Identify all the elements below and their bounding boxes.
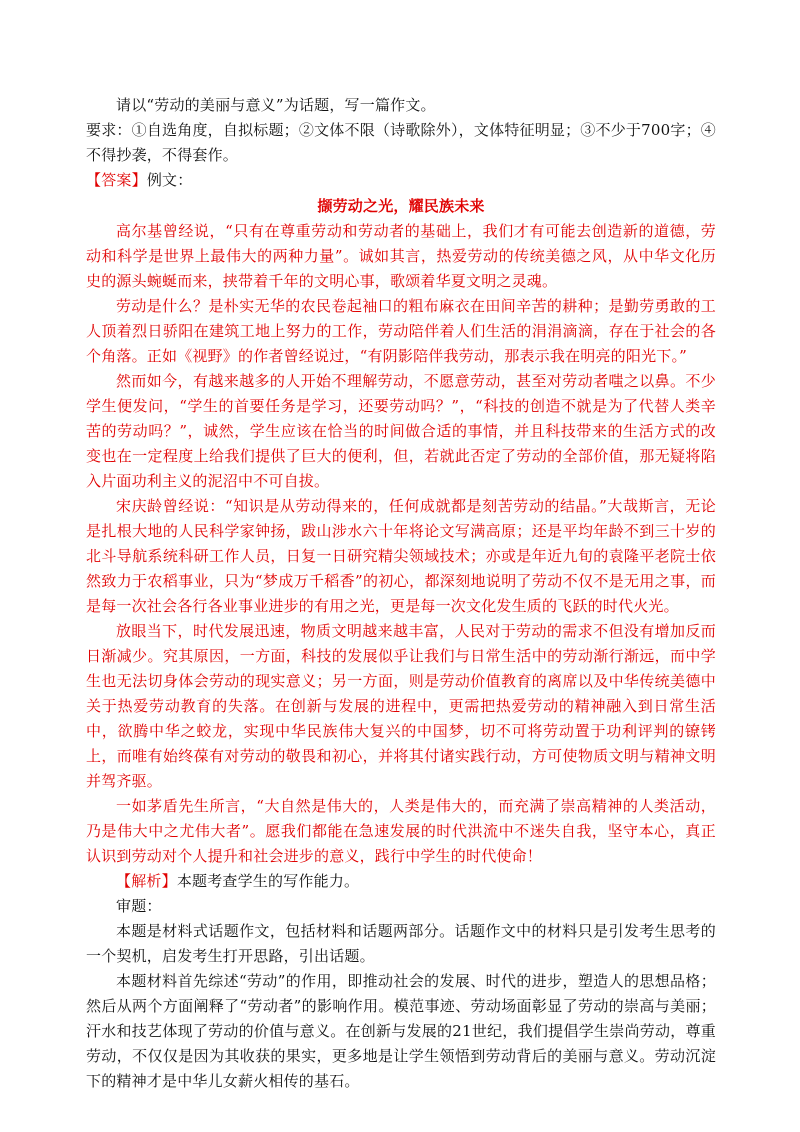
essay-title: 撷劳动之光，耀民族未来 — [317, 197, 485, 215]
answer-label: 例文： — [146, 171, 193, 189]
answer-line — [86, 168, 716, 193]
essay-paragraph: 一如茅盾先生所言，“大自然是伟大的，人类是伟大的，而充满了崇高精神的人类活动，乃是伟大中之尤伟大者”。愿我们都能在急速发展的时代洪流中不迷失自我，坚守本心，真正认识到劳动对个人提升和社会进步的意义，践行中学生的时代使命！ — [86, 797, 716, 865]
essay-paragraph: 宋庆龄曾经说：“知识是从劳动得来的，任何成就都是刻苦劳动的结晶。”大哉斯言，无论是扎根大地的人民科学家钟扬，跋山涉水六十年将论文写满高原；还是平均年龄不到三十岁的北斗导航系统科研工作人员，日复一日研究精尖领域技术；亦或是年近九旬的袁隆平老院士依然致力于农稻事业，只为“梦成万千稻香”的初心，都深刻地说明了劳动不仅不是无用之事，而是每一次社会各行各业事业进步的有用之光，更是每一次文化发生质的飞跃的时代火光。 — [86, 497, 716, 615]
document-body — [86, 93, 716, 1094]
analysis-paragraph: 本题是材料式话题作文，包括材料和话题两部分。话题作文中的材料只是引发考生思考的一个契机，启发考生打开思路，引出话题。 — [86, 922, 716, 965]
analysis-paragraph: 本题材料首先综述“劳动”的作用，即推动社会的发展、时代的进步，塑造人的思想品格；然后从两个方面阐释了“劳动者”的影响作用。模范事迹、劳动场面彰显了劳动的崇高与美丽；汗水和技艺体现了劳动的价值与意义。在创新与发展的21世纪，我们提倡学生崇尚劳动，尊重劳动，不仅仅是因为其收获的果实，更多地是让学生领悟到劳动背后的美丽与意义。劳动沉淀下的精神才是中华儿女薪火相传的基石。 — [86, 972, 716, 1090]
essay-paragraph: 然而如今，有越来越多的人开始不理解劳动，不愿意劳动，甚至对劳动者嗤之以鼻。不少学生便发问，“学生的首要任务是学习，还要劳动吗？”，“科技的创造不就是为了代替人类辛苦的劳动吗？”，诚然，学生应该在恰当的时间做合适的事情，并且科技带来的生活方式的改变也在一定程度上给我们提供了巨大的便利，但，若就此否定了劳动的全部价值，那无疑将陷入片面功利主义的泥沼中不可自拔。 — [86, 372, 716, 490]
analysis-tag: 【解析】 — [116, 872, 177, 890]
question-requirements: 要求：①自选角度，自拟标题；②文体不限（诗歌除外），文体特征明显；③不少于700字；④不得抄袭，不得套作。 — [86, 121, 716, 164]
analysis-heading: 审题： — [116, 897, 162, 915]
essay-paragraph: 放眼当下，时代发展迅速，物质文明越来越丰富，人民对于劳动的需求不但没有增加反而日渐减少。究其原因，一方面，科技的发展似乎让我们与日常生活中的劳动渐行渐远，而中学生也无法切身体会劳动的现实意义；另一方面，则是劳动价值教育的离席以及中华传统美德中关于热爱劳动教育的失落。在创新与发展的进程中，更需把热爱劳动的精神融入到日常生活中，欲腾中华之蛟龙，实现中华民族伟大复兴的中国梦，切不可将劳动置于功利评判的镣铐上，而唯有始终葆有对劳动的敬畏和初心，并将其付诸实践行动，方可使物质文明与精神文明并驾齐驱。 — [86, 622, 716, 790]
answer-tag: 【答案】 — [86, 171, 147, 189]
analysis-intro: 本题考查学生的写作能力。 — [176, 872, 360, 890]
essay-paragraph: 劳动是什么？是朴实无华的农民卷起袖口的粗布麻衣在田间辛苦的耕种；是勤劳勇敢的工人顶着烈日骄阳在建筑工地上努力的工作，劳动陪伴着人们生活的涓涓滴滴，存在于社会的各个角落。正如《视野》的作者曾经说过，“有阴影陪伴我劳动，那表示我在明亮的阳光下。” — [86, 297, 716, 365]
analysis-line — [86, 869, 716, 894]
question-prompt: 请以“劳动的美丽与意义”为话题，写一篇作文。 — [116, 96, 436, 114]
essay-paragraph: 高尔基曾经说，“只有在尊重劳动和劳动者的基础上，我们才有可能去创造新的道德，劳动和科学是世界上最伟大的两种力量”。诚如其言，热爱劳动的传统美德之风，从中华文化历史的源头蜿蜒而来，挟带着千年的文明心事，歌颂着华夏文明之灵魂。 — [86, 222, 716, 290]
